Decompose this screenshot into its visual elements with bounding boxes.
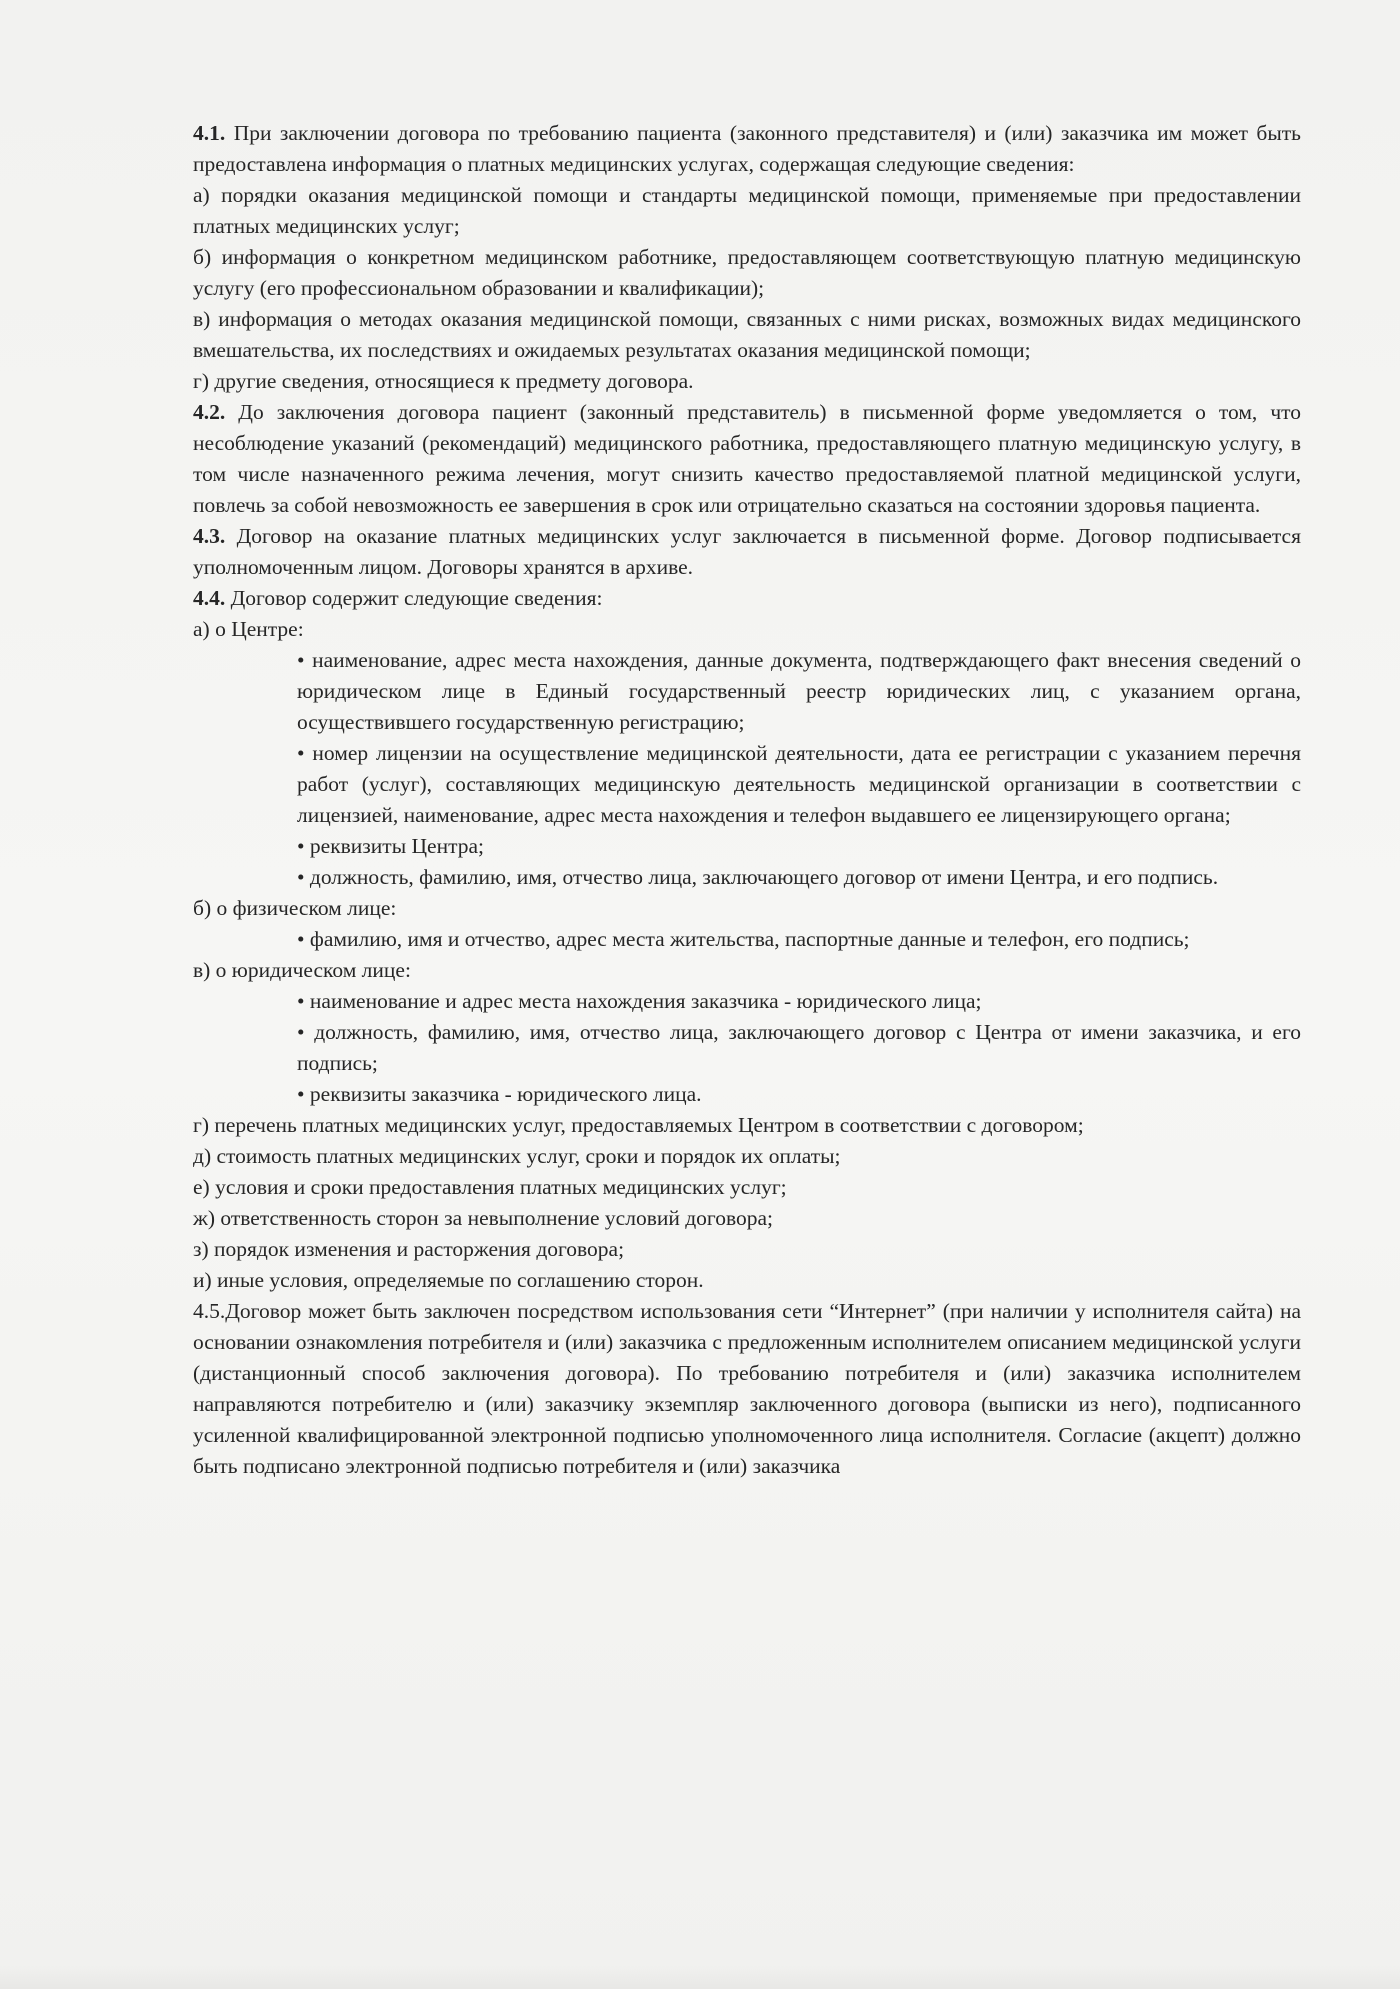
- paragraph-text: д) стоимость платных медицинских услуг, сроки и порядок их оплаты;: [193, 1144, 841, 1168]
- paragraph: [193, 1141, 1301, 1172]
- bullet-item: [193, 738, 1301, 831]
- section-number: 4.4.: [193, 586, 226, 610]
- paragraph-text: • наименование, адрес места нахождения, данные документа, подтверждающего факт внесения сведений о юридическом лице в Единый государственный реестр юридических лиц, с указанием органа, осуществившего государственную регистрацию;: [297, 648, 1301, 734]
- paragraph: [193, 118, 1301, 180]
- paragraph-text: • реквизиты Центра;: [297, 834, 485, 858]
- bullet-item: [193, 862, 1301, 893]
- paragraph: [193, 893, 1301, 924]
- paragraph: [193, 1110, 1301, 1141]
- paragraph-text: а) порядки оказания медицинской помощи и стандарты медицинской помощи, применяемые при предоставлении платных медицинских услуг;: [193, 183, 1301, 238]
- paragraph: [193, 180, 1301, 242]
- paragraph-text: а) о Центре:: [193, 617, 304, 641]
- paragraph: [193, 583, 1301, 614]
- bullet-item: [193, 645, 1301, 738]
- paragraph-text: • наименование и адрес места нахождения заказчика - юридического лица;: [297, 989, 982, 1013]
- paragraph-text: е) условия и сроки предоставления платных медицинских услуг;: [193, 1175, 787, 1199]
- section-number: 4.3.: [193, 524, 226, 548]
- paragraph: [193, 304, 1301, 366]
- paragraph-text: б) о физическом лице:: [193, 896, 397, 920]
- bullet-item: [193, 1079, 1301, 1110]
- bullet-item: [193, 1017, 1301, 1079]
- paragraph: [193, 397, 1301, 521]
- paragraph: [193, 1265, 1301, 1296]
- paragraph: [193, 955, 1301, 986]
- paragraph: [193, 1296, 1301, 1482]
- paragraph-text: • фамилию, имя и отчество, адрес места жительства, паспортные данные и телефон, его подпись;: [297, 927, 1190, 951]
- paragraph-text: 4.5.Договор может быть заключен посредством использования сети “Интернет” (при наличии у исполнителя сайта) на основании ознакомления потребителя и (или) заказчика с предложенным исполнителем описанием медицинской услуги (дистанционный способ заключения договора). По требованию потребителя и (или) заказчика исполнителем направляются потребителю и (или) заказчику экземпляр заключенного договора (выписки из него), подписанного усиленной квалифицированной электронной подписью уполномоченного лица исполнителя. Согласие (акцепт) должно быть подписано электронной подписью потребителя и (или) заказчика: [193, 1299, 1301, 1478]
- paragraph: [193, 521, 1301, 583]
- paragraph-text: При заключении договора по требованию пациента (законного представителя) и (или) заказчика им может быть предоставлена информация о платных медицинских услугах, содержащая следующие сведения:: [193, 121, 1301, 176]
- bullet-item: [193, 924, 1301, 955]
- bullet-item: [193, 986, 1301, 1017]
- paragraph-text: Договор на оказание платных медицинских услуг заключается в письменной форме. Договор подписывается уполномоченным лицом. Договоры хранятся в архиве.: [193, 524, 1301, 579]
- section-number: 4.1.: [193, 121, 226, 145]
- paragraph-text: в) информация о методах оказания медицинской помощи, связанных с ними рисках, возможных видах медицинского вмешательства, их последствиях и ожидаемых результатах оказания медицинской помощи;: [193, 307, 1301, 362]
- paragraph: [193, 1172, 1301, 1203]
- paragraph: [193, 1234, 1301, 1265]
- paragraph: [193, 242, 1301, 304]
- paragraph-text: з) порядок изменения и расторжения договора;: [193, 1237, 625, 1261]
- paragraph: [193, 1203, 1301, 1234]
- paragraph-text: • номер лицензии на осуществление медицинской деятельности, дата ее регистрации с указанием перечня работ (услуг), составляющих медицинскую деятельность медицинской организации в соответствии с лицензией, наименование, адрес места нахождения и телефон выдавшего ее лицензирующего органа;: [297, 741, 1301, 827]
- paragraph-text: Договор содержит следующие сведения:: [225, 586, 603, 610]
- paragraph-text: г) перечень платных медицинских услуг, предоставляемых Центром в соответствии с договором;: [193, 1113, 1084, 1137]
- paragraph-text: и) иные условия, определяемые по соглашению сторон.: [193, 1268, 704, 1292]
- document-body: [193, 118, 1301, 1482]
- section-number: 4.2.: [193, 400, 226, 424]
- page-bottom-edge: [0, 1965, 1400, 1989]
- paragraph-text: в) о юридическом лице:: [193, 958, 411, 982]
- paragraph: [193, 614, 1301, 645]
- paragraph-text: • должность, фамилию, имя, отчество лица, заключающего договор от имени Центра, и его подпись.: [297, 865, 1219, 889]
- paragraph-text: • должность, фамилию, имя, отчество лица, заключающего договор с Центра от имени заказчика, и его подпись;: [297, 1020, 1301, 1075]
- paragraph-text: г) другие сведения, относящиеся к предмету договора.: [193, 369, 694, 393]
- paragraph-text: ж) ответственность сторон за невыполнение условий договора;: [193, 1206, 773, 1230]
- paragraph-text: • реквизиты заказчика - юридического лица.: [297, 1082, 702, 1106]
- paragraph: [193, 366, 1301, 397]
- paragraph-text: До заключения договора пациент (законный представитель) в письменной форме уведомляется о том, что несоблюдение указаний (рекомендаций) медицинского работника, предоставляющего платную медицинскую услугу, в том числе назначенного режима лечения, могут снизить качество предоставляемой платной медицинской услуги, повлечь за собой невозможность ее завершения в срок или отрицательно сказаться на состоянии здоровья пациента.: [193, 400, 1301, 517]
- paragraph-text: б) информация о конкретном медицинском работнике, предоставляющем соответствующую платную медицинскую услугу (его профессиональном образовании и квалификации);: [193, 245, 1301, 300]
- bullet-item: [193, 831, 1301, 862]
